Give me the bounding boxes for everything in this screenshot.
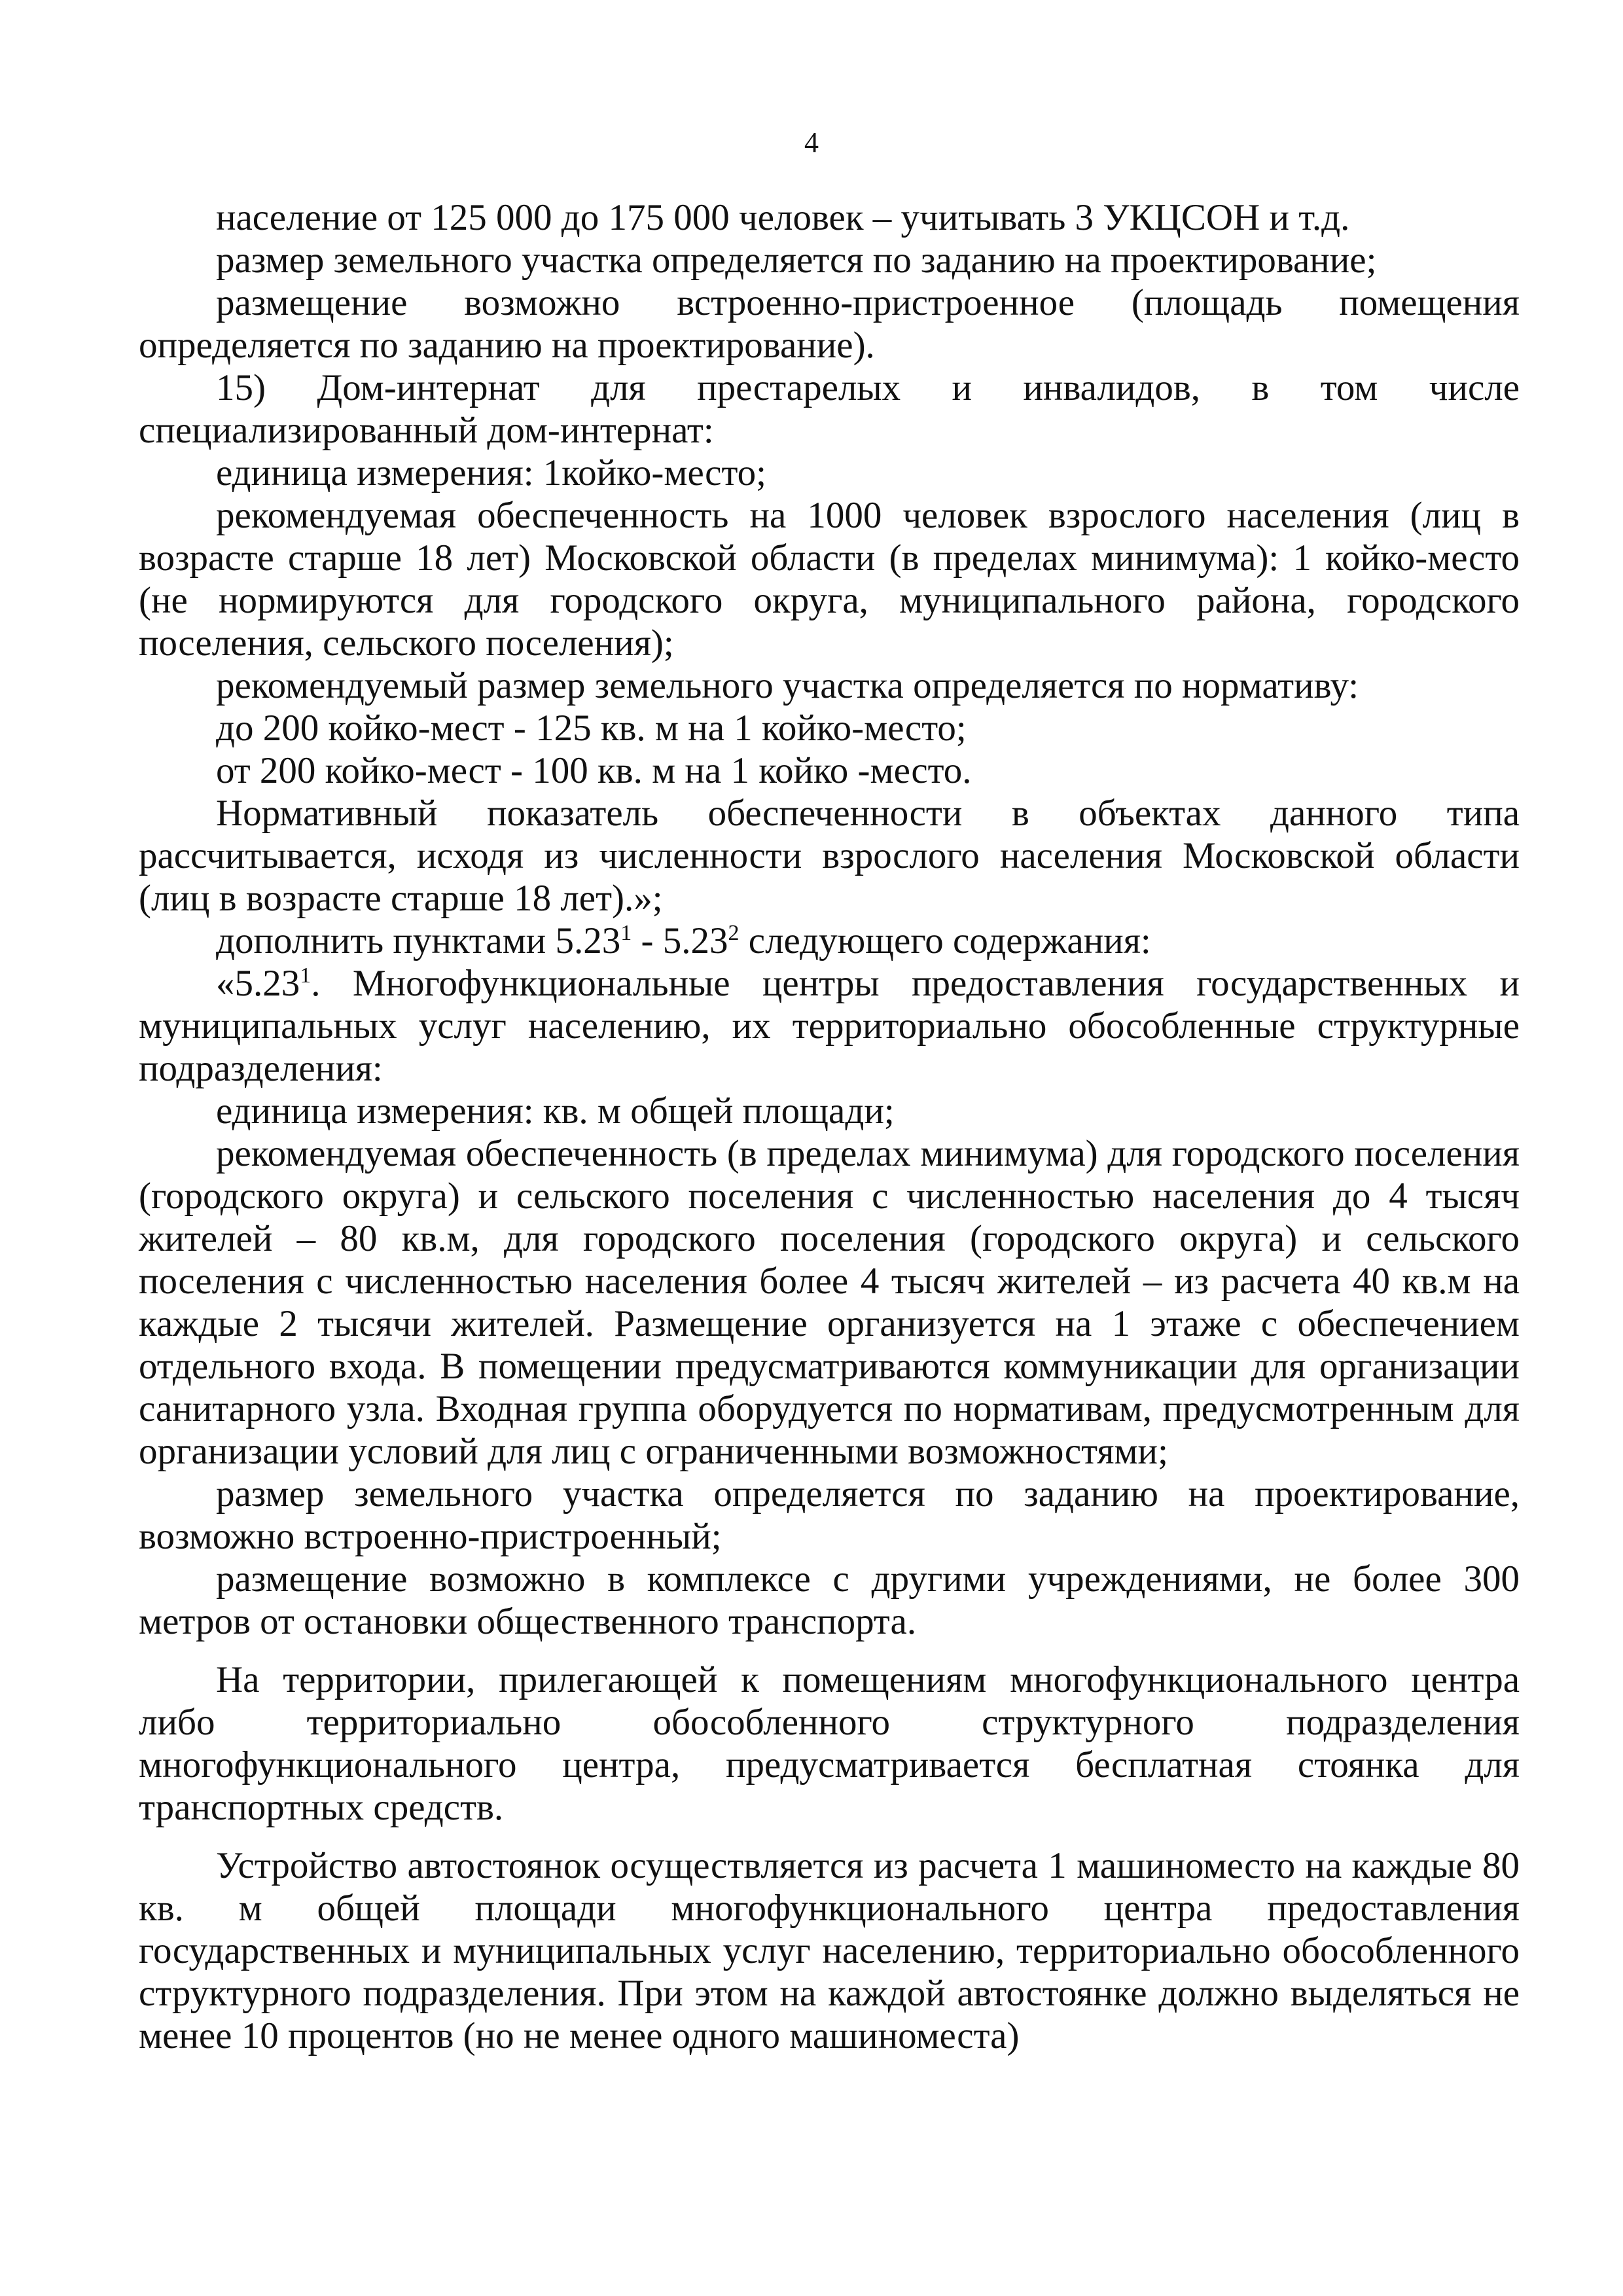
paragraph: единица измерения: кв. м общей площади; xyxy=(216,1090,895,1132)
paragraph: единица измерения: 1койко-место; xyxy=(216,452,766,493)
paragraph-point-5-23-1 xyxy=(139,962,1520,1090)
paragraph: рекомендуемая обеспеченность (в пределах минимума) для городского поселения (городского округа) и сельского поселения с численностью населения до 4 тысяч жителей – 80 кв.м, для городского поселения (городского округа) и сельского поселения с численностью населения более 4 тысяч жителей – из расчета 40 кв.м на каждые 2 тысячи жителей. Размещение организуется на 1 этаже с обеспечением отдельного входа. В помещении предусматриваются коммуникации для организации санитарного узла. Входная группа оборудуется по нормативам, предусмотренным для организации условий для лиц с ограниченными возможностями; xyxy=(139,1133,1520,1472)
paragraph: размер земельного участка определяется по заданию на проектирование; xyxy=(216,240,1377,281)
paragraph: до 200 койко-мест - 125 кв. м на 1 койко-место; xyxy=(216,708,967,749)
paragraph-add-points xyxy=(139,920,1520,962)
document-body xyxy=(139,196,1520,2057)
text-fragment: дополнить пунктами 5.23 xyxy=(216,920,621,961)
paragraph: Нормативный показатель обеспеченности в объектах данного типа рассчитывается, исходя из численности взрослого населения Московской области (лиц в возрасте старше 18 лет).»; xyxy=(139,793,1520,919)
superscript: 2 xyxy=(728,921,740,945)
page-number: 4 xyxy=(804,126,819,158)
text-fragment: «5.23 xyxy=(216,963,300,1004)
superscript: 1 xyxy=(620,921,632,945)
paragraph-parking-calc: Устройство автостоянок осуществляется из расчета 1 машиноместо на каждые 80 кв. м общей площади многофункционального центра предоставления государственных и муниципальных услуг населению, территориально обособленного структурного подразделения. При этом на каждой автостоянке должно выделяться не менее 10 процентов (но не менее одного машиноместа) xyxy=(139,1845,1520,2056)
paragraph-item-15: 15) Дом-интернат для престарелых и инвалидов, в том числе специализированный дом-интернат: xyxy=(139,367,1520,451)
text-fragment: . Многофункциональные центры предоставления государственных и муниципальных услуг населению, их территориально обособленные структурные подразделения: xyxy=(139,963,1520,1089)
text-fragment: следующего содержания: xyxy=(739,920,1151,961)
paragraph-parking-area: На территории, прилегающей к помещениям многофункционального центра либо территориально обособленного структурного подразделения многофункционального центра, предусматривается бесплатная стоянка для транспортных средств. xyxy=(139,1659,1520,1828)
paragraph: население от 125 000 до 175 000 человек – учитывать 3 УКЦСОН и т.д. xyxy=(216,197,1350,238)
paragraph: рекомендуемая обеспеченность на 1000 человек взрослого населения (лиц в возрасте старше 18 лет) Московской области (в пределах минимума): 1 койко-место (не нормируются для городского округа, муниципального района, городского поселения, сельского поселения); xyxy=(139,495,1520,664)
superscript: 1 xyxy=(300,963,312,988)
paragraph: размещение возможно в комплексе с другими учреждениями, не более 300 метров от остановки общественного транспорта. xyxy=(139,1558,1520,1642)
paragraph: от 200 койко-мест - 100 кв. м на 1 койко -место. xyxy=(216,750,972,791)
text-fragment: - 5.23 xyxy=(632,920,728,961)
paragraph: рекомендуемый размер земельного участка определяется по нормативу: xyxy=(216,665,1359,706)
paragraph: размер земельного участка определяется по заданию на проектирование, возможно встроенно-пристроенный; xyxy=(139,1473,1520,1557)
paragraph: размещение возможно встроенно-пристроенное (площадь помещения определяется по заданию на проектирование). xyxy=(139,282,1520,366)
